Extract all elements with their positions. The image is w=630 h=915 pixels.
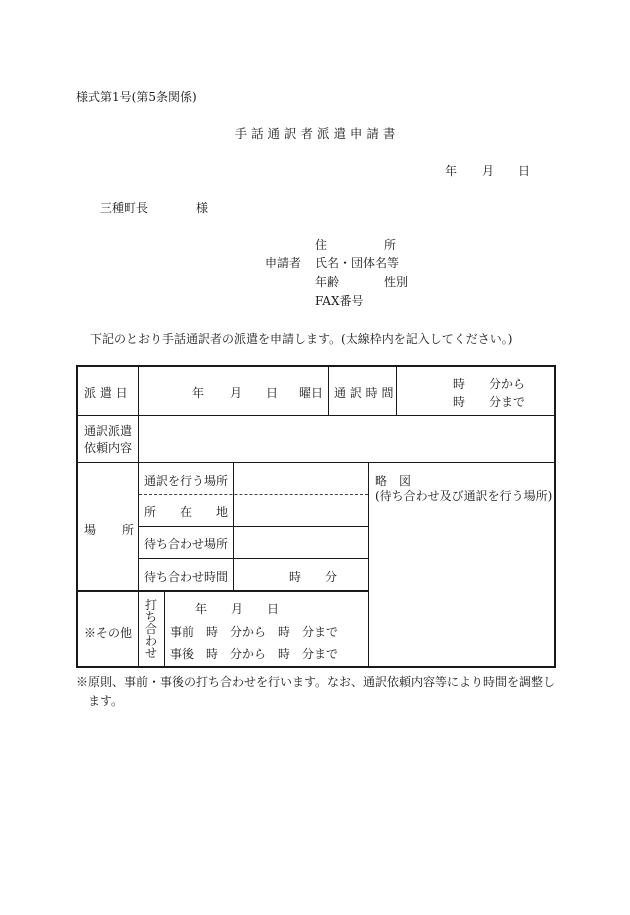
interp-time-label: 通 訳 時 間: [334, 386, 394, 400]
date-year-label: 年: [445, 164, 458, 178]
request-content-label-1: 通訳派遣: [84, 424, 133, 438]
place-label-b: 所: [122, 523, 135, 537]
interp-time-from: 時 分から: [453, 377, 526, 391]
name-label: 氏名・団体名等: [315, 256, 400, 270]
map-label: 略 図: [375, 474, 412, 488]
dispatch-weekday: 曜日: [299, 386, 324, 400]
gender-label: 性別: [384, 275, 409, 289]
dispatch-year: 年: [192, 386, 205, 400]
intro-text: 下記のとおり手話通訳者の派遣を申請します。(太線枠内を記入してください。): [90, 332, 513, 346]
meeting-before: 事前 時 分から 時 分まで: [170, 625, 339, 639]
place-row-meeting-place: 待ち合わせ場所: [144, 537, 229, 551]
fax-label: FAX番号: [315, 294, 364, 308]
place-row-address: 所 在 地: [144, 505, 229, 519]
addressee-name: 三種町長: [100, 201, 149, 215]
meeting-vertical-label: 打 ち 合 わ せ: [144, 598, 157, 660]
date-day-label: 日: [518, 164, 531, 178]
request-form-table: [76, 365, 556, 668]
address-label-right: 所: [384, 238, 397, 252]
form-number: 様式第1号(第5条関係): [76, 90, 197, 104]
other-label: ※その他: [84, 626, 133, 640]
dispatch-day: 日: [266, 386, 279, 400]
map-note: (待ち合わせ及び通訳を行う場所): [375, 489, 553, 503]
dispatch-date-label: 派 遣 日: [84, 386, 128, 400]
place-row-interp-location: 通訳を行う場所: [144, 474, 229, 488]
addressee-honorific: 様: [196, 201, 209, 215]
footnote-line-2: ます。: [88, 694, 124, 708]
interp-time-to: 時 分まで: [453, 395, 526, 409]
footnote-line-1: ※原則、事前・事後の打ち合わせを行います。なお、通訳依頼内容等により時間を調整し: [76, 675, 556, 689]
meeting-date: 年 月 日: [195, 602, 280, 616]
place-label-a: 場: [84, 523, 97, 537]
document-title: 手 話 通 訳 者 派 遣 申 請 書: [234, 126, 396, 141]
address-label-left: 住: [315, 238, 328, 252]
date-month-label: 月: [482, 164, 495, 178]
place-row-meeting-time: 待ち合わせ時間: [144, 570, 229, 584]
age-label: 年齢: [315, 275, 340, 289]
meeting-time-value: 時 分: [289, 570, 338, 584]
request-content-label-2: 依頼内容: [84, 441, 133, 455]
meeting-after: 事後 時 分から 時 分まで: [170, 647, 339, 661]
dispatch-month: 月: [230, 386, 243, 400]
applicant-label: 申請者: [265, 256, 302, 270]
